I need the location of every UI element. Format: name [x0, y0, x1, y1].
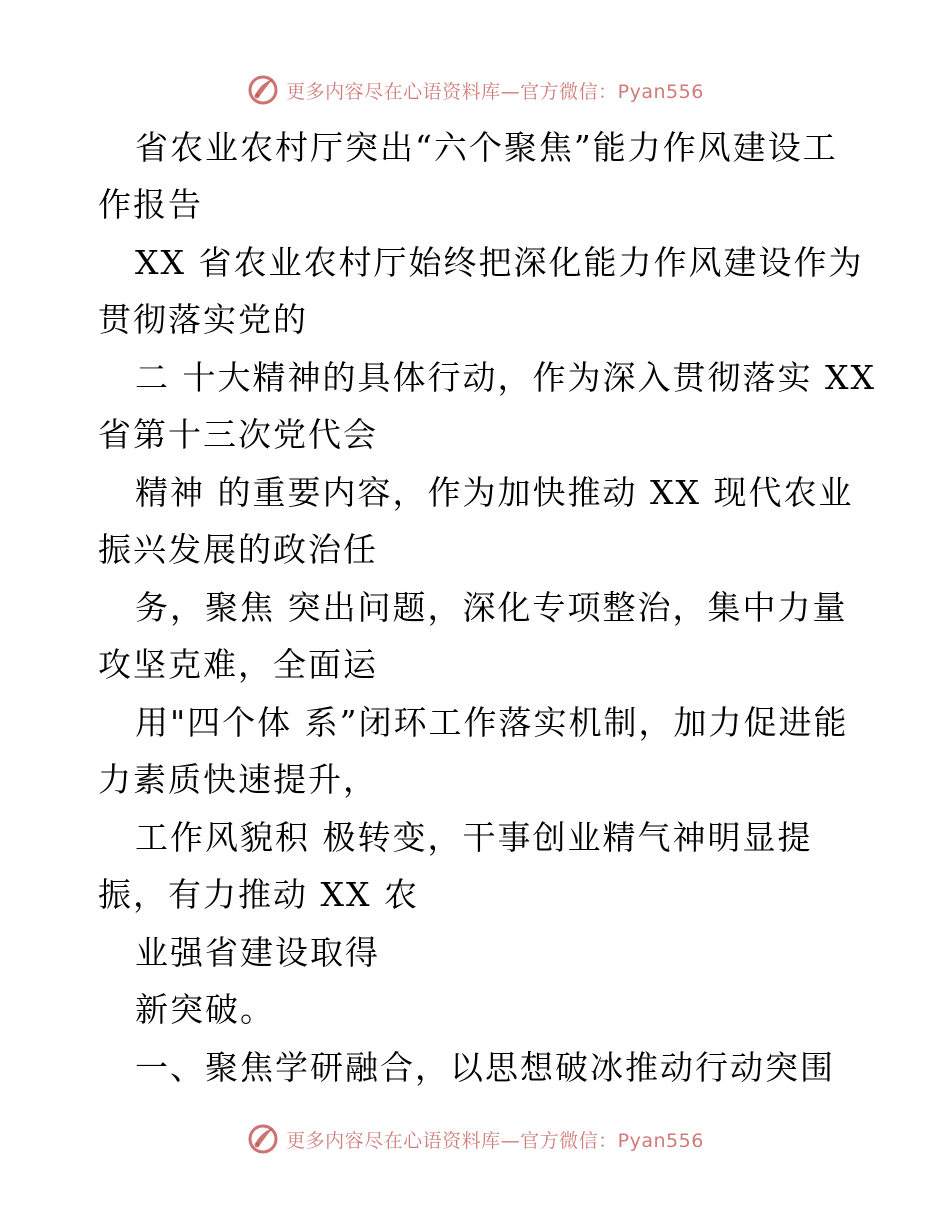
text-line: 省农业农村厅突出“六个聚焦”能力作风建设工 [135, 128, 838, 167]
brush-logo-icon [246, 73, 280, 107]
text-line: 攻坚克难，全面运 [98, 645, 378, 684]
watermark-text: 更多内容尽在心语资料库—官方微信：Pyan556 [286, 1129, 704, 1152]
text-line: 精神 的重要内容，作为加快推动 XX 现代农业 [135, 473, 854, 512]
text-line: 振，有力推动 XX 农 [98, 875, 419, 914]
text-line: 力素质快速提升， [98, 760, 378, 799]
text-line: 作报告 [98, 185, 203, 224]
text-line: 一、聚焦学研融合，以思想破冰推动行动突围 [135, 1048, 835, 1087]
brush-logo-icon [246, 1122, 280, 1156]
text-line: 业强省建设取得 [135, 933, 380, 972]
text-line: XX 省农业农村厅始终把深化能力作风建设作为 [135, 243, 864, 282]
text-line: 省第十三次党代会 [98, 415, 378, 454]
text-line: 用"四个体 系”闭环工作落实机制，加力促进能 [135, 703, 849, 742]
text-line: 振兴发展的政治任 [98, 530, 378, 569]
footer-watermark [0, 1119, 950, 1159]
text-line: 工作风貌积 极转变，干事创业精气神明显提 [135, 818, 813, 857]
text-line: 二 十大精神的具体行动，作为深入贯彻落实 XX [135, 358, 876, 397]
header-watermark [0, 70, 950, 110]
watermark-text: 更多内容尽在心语资料库—官方微信：Pyan556 [286, 80, 704, 103]
text-line: 贯彻落实党的 [98, 300, 308, 339]
text-line: 新突破。 [135, 990, 275, 1029]
text-line: 务，聚焦 突出问题，深化专项整治，集中力量 [135, 588, 848, 627]
